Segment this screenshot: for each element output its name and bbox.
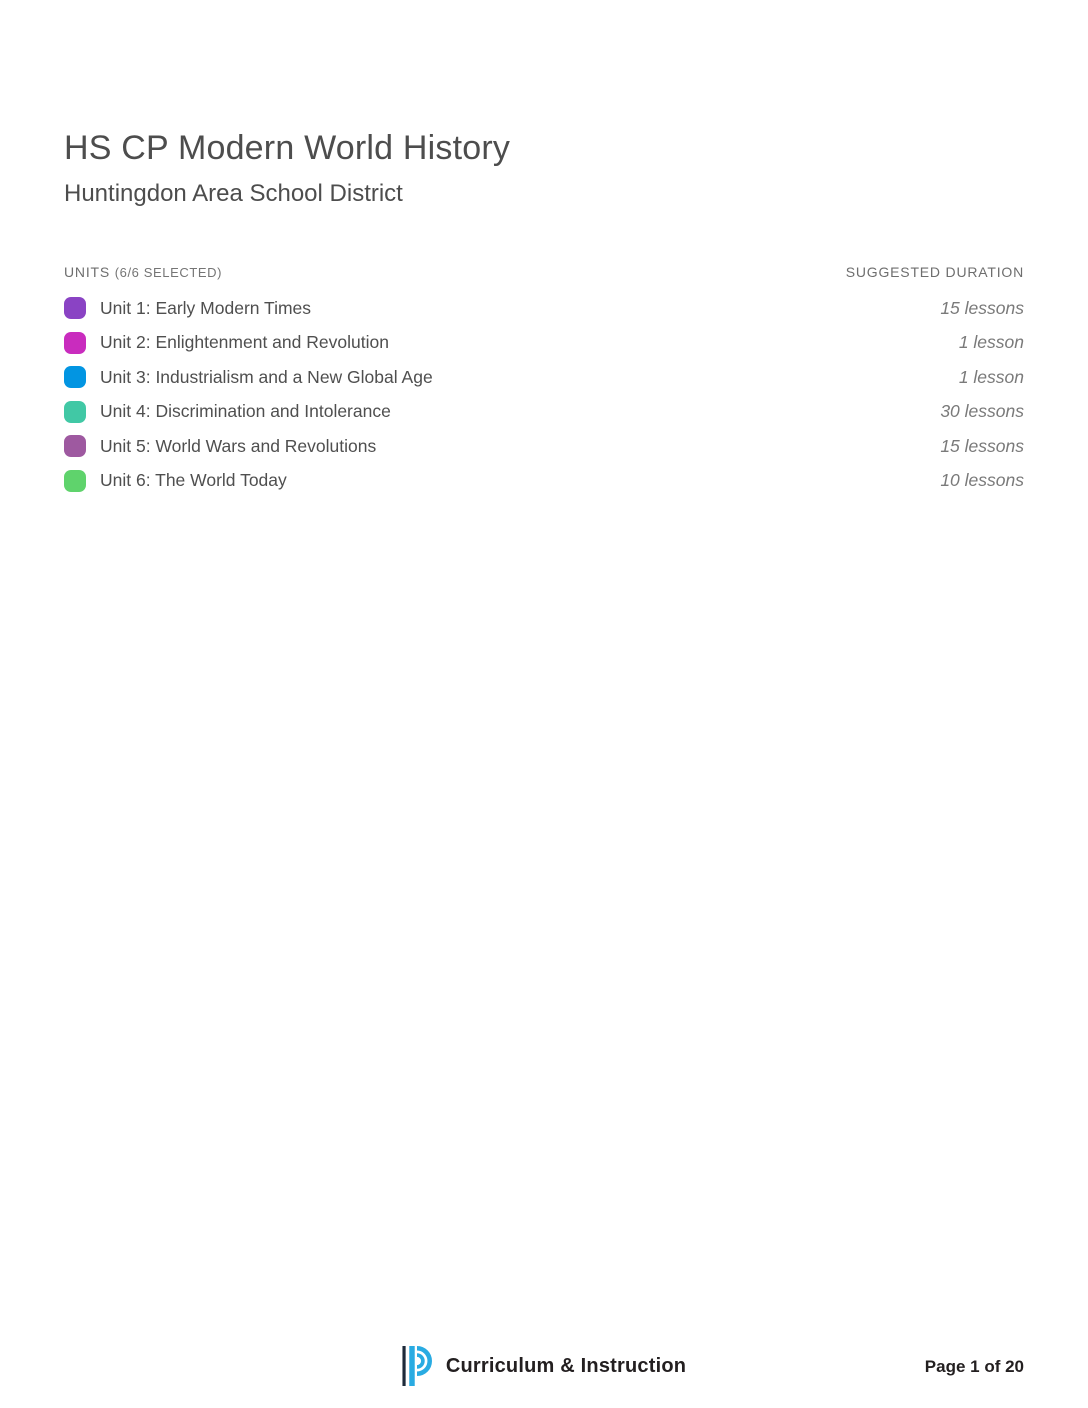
- unit-color-swatch: [64, 435, 86, 457]
- unit-duration: 30 lessons: [940, 401, 1024, 422]
- unit-row: [64, 291, 1024, 326]
- unit-color-swatch: [64, 366, 86, 388]
- unit-duration: 1 lesson: [958, 366, 1024, 387]
- unit-row: [64, 395, 1024, 430]
- units-list: [64, 291, 1024, 498]
- unit-duration: 1 lesson: [958, 332, 1024, 353]
- unit-color-swatch: [64, 401, 86, 423]
- unit-label: Unit 4: Discrimination and Intolerance: [100, 401, 391, 422]
- unit-color-swatch: [64, 470, 86, 492]
- unit-label: Unit 6: The World Today: [100, 470, 287, 491]
- page-number: Page 1 of 20: [924, 1357, 1024, 1376]
- brand-label: Curriculum & Instruction: [445, 1354, 687, 1377]
- planbook-p-logo-icon: [402, 1346, 436, 1386]
- unit-label: Unit 3: Industrialism and a New Global Age: [100, 366, 433, 387]
- page-title: HS CP Modern World History: [64, 129, 511, 167]
- unit-row: [64, 326, 1024, 361]
- unit-row: [64, 360, 1024, 395]
- page-footer: [64, 1346, 1024, 1394]
- page-subtitle: Huntingdon Area School District: [64, 180, 403, 207]
- units-selected-count: (6/6 SELECTED): [114, 265, 223, 280]
- unit-label: Unit 2: Enlightenment and Revolution: [100, 332, 389, 353]
- unit-color-swatch: [64, 297, 86, 319]
- unit-color-swatch: [64, 332, 86, 354]
- unit-label: Unit 5: World Wars and Revolutions: [100, 435, 377, 456]
- unit-duration: 10 lessons: [940, 470, 1024, 491]
- unit-row: [64, 429, 1024, 464]
- unit-label: Unit 1: Early Modern Times: [100, 297, 312, 318]
- duration-header-label: SUGGESTED DURATION: [845, 264, 1024, 280]
- units-table-header: [64, 264, 1024, 280]
- brand-block: [402, 1346, 686, 1386]
- unit-duration: 15 lessons: [940, 297, 1024, 318]
- unit-duration: 15 lessons: [940, 435, 1024, 456]
- units-header-left: [64, 264, 222, 280]
- units-header-label: UNITS: [64, 264, 110, 280]
- unit-row: [64, 464, 1024, 499]
